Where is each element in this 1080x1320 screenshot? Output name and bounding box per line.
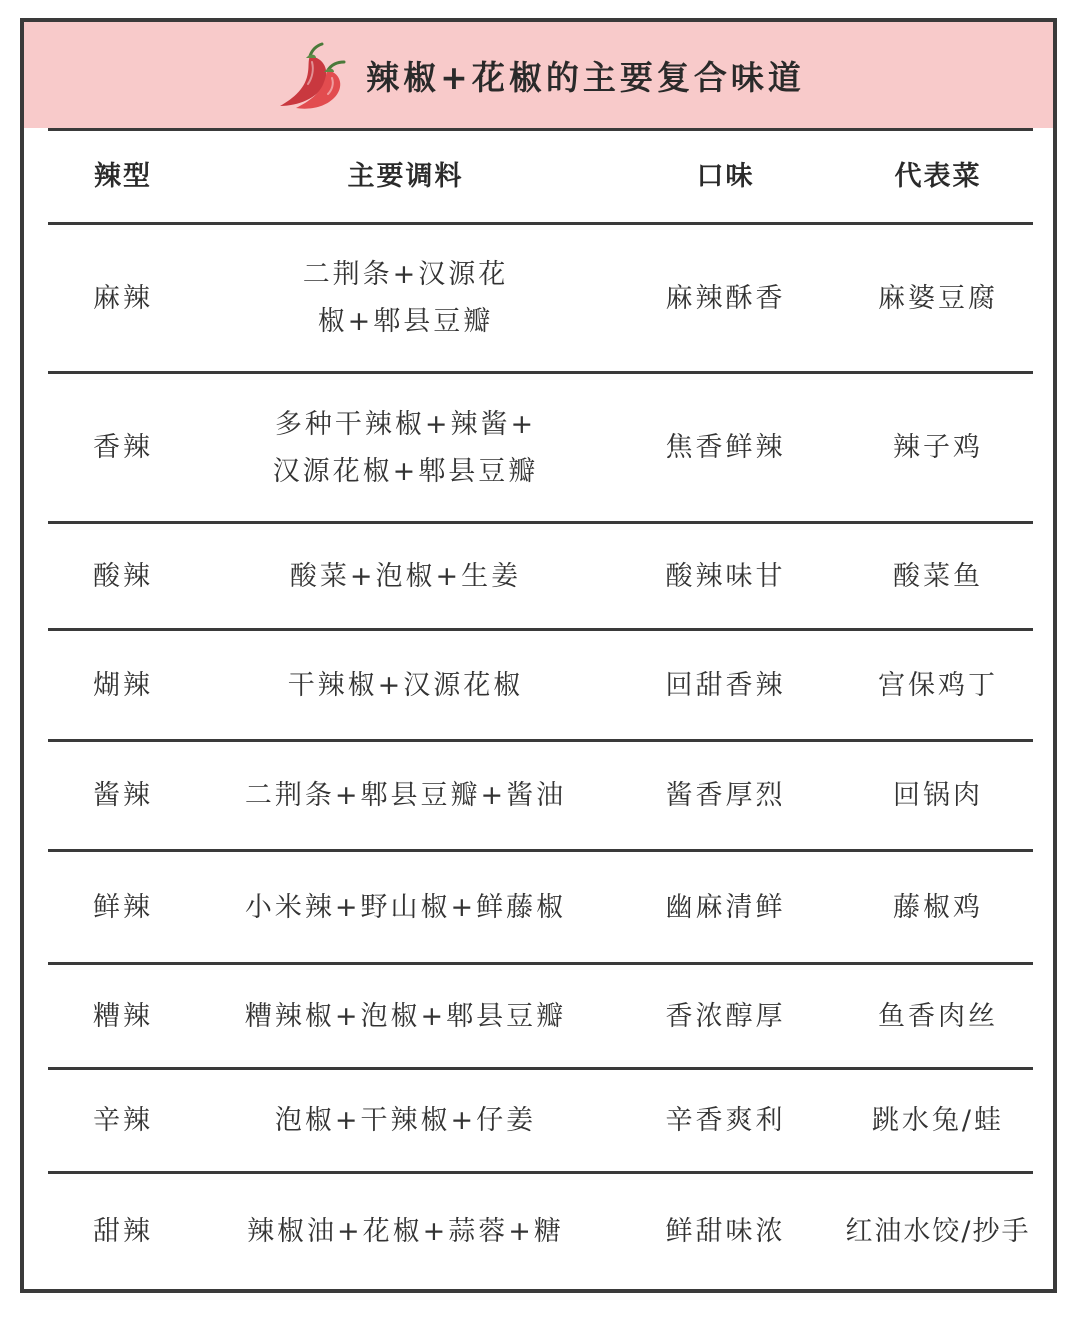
table-row xyxy=(48,631,1033,739)
dish: 跳水兔/蛙 xyxy=(871,1105,1005,1136)
seasoning-line: 多种干辣椒+辣酱+ xyxy=(274,408,537,440)
spice-type: 香辣 xyxy=(93,432,153,463)
table-card xyxy=(20,18,1057,1293)
flavor: 幽麻清鲜 xyxy=(665,891,786,923)
seasoning xyxy=(198,225,613,371)
table-row xyxy=(48,374,1033,521)
spice-type: 煳辣 xyxy=(93,669,153,701)
title-bar xyxy=(24,22,1053,128)
header-dish: 代表菜 xyxy=(894,161,982,192)
dish: 宫保鸡丁 xyxy=(878,669,998,701)
flavor: 鲜甜味浓 xyxy=(665,1216,786,1247)
dish: 藤椒鸡 xyxy=(893,891,983,923)
flavor: 酱香厚烈 xyxy=(665,780,786,811)
dish: 酸菜鱼 xyxy=(893,560,983,592)
flavor: 香浓醇厚 xyxy=(665,1000,786,1032)
seasoning xyxy=(198,374,613,521)
dish: 麻婆豆腐 xyxy=(878,282,998,314)
table-row xyxy=(48,1174,1033,1289)
page-title: 辣椒+花椒的主要复合味道 xyxy=(366,57,805,97)
dish: 鱼香肉丝 xyxy=(878,1000,998,1032)
dish: 回锅肉 xyxy=(893,780,983,811)
table-row xyxy=(48,852,1033,962)
table-row xyxy=(48,742,1033,849)
seasoning-line: 汉源花椒+郫县豆瓣 xyxy=(272,455,539,487)
seasoning-line: 椒+郫县豆瓣 xyxy=(317,306,494,337)
header-flavor: 口味 xyxy=(696,161,755,192)
spice-type: 酸辣 xyxy=(93,560,153,592)
seasoning: 干辣椒+汉源花椒 xyxy=(287,669,524,701)
seasoning: 辣椒油+花椒+蒜蓉+糖 xyxy=(247,1216,564,1247)
table-row xyxy=(48,225,1033,371)
flavor: 焦香鲜辣 xyxy=(665,432,786,463)
dish: 红油水饺/抄手 xyxy=(845,1216,1031,1247)
seasoning-line: 二荆条+汉源花 xyxy=(302,259,509,290)
table-row xyxy=(48,1070,1033,1171)
seasoning: 酸菜+泡椒+生姜 xyxy=(289,560,522,592)
seasoning: 二荆条+郫县豆瓣+酱油 xyxy=(244,780,567,811)
table-header xyxy=(48,131,1033,222)
header-type: 辣型 xyxy=(94,161,152,192)
flavor: 辛香爽利 xyxy=(665,1105,786,1136)
dish: 辣子鸡 xyxy=(893,432,983,463)
header-seasoning: 主要调料 xyxy=(347,161,464,192)
table-row xyxy=(48,524,1033,628)
chili-pepper-icon xyxy=(272,40,352,112)
seasoning: 泡椒+干辣椒+仔姜 xyxy=(274,1105,537,1136)
table-row xyxy=(48,965,1033,1067)
spice-type: 甜辣 xyxy=(93,1216,153,1247)
flavor: 酸辣味甘 xyxy=(665,560,786,592)
seasoning: 小米辣+野山椒+鲜藤椒 xyxy=(244,891,567,923)
spice-type: 鲜辣 xyxy=(93,891,153,923)
spice-type: 麻辣 xyxy=(93,282,153,314)
spice-type: 酱辣 xyxy=(93,780,153,811)
flavor: 回甜香辣 xyxy=(665,669,786,701)
seasoning: 糟辣椒+泡椒+郫县豆瓣 xyxy=(244,1000,567,1032)
spice-type: 辛辣 xyxy=(93,1105,153,1136)
spice-type: 糟辣 xyxy=(93,1000,153,1032)
flavor: 麻辣酥香 xyxy=(665,282,786,314)
